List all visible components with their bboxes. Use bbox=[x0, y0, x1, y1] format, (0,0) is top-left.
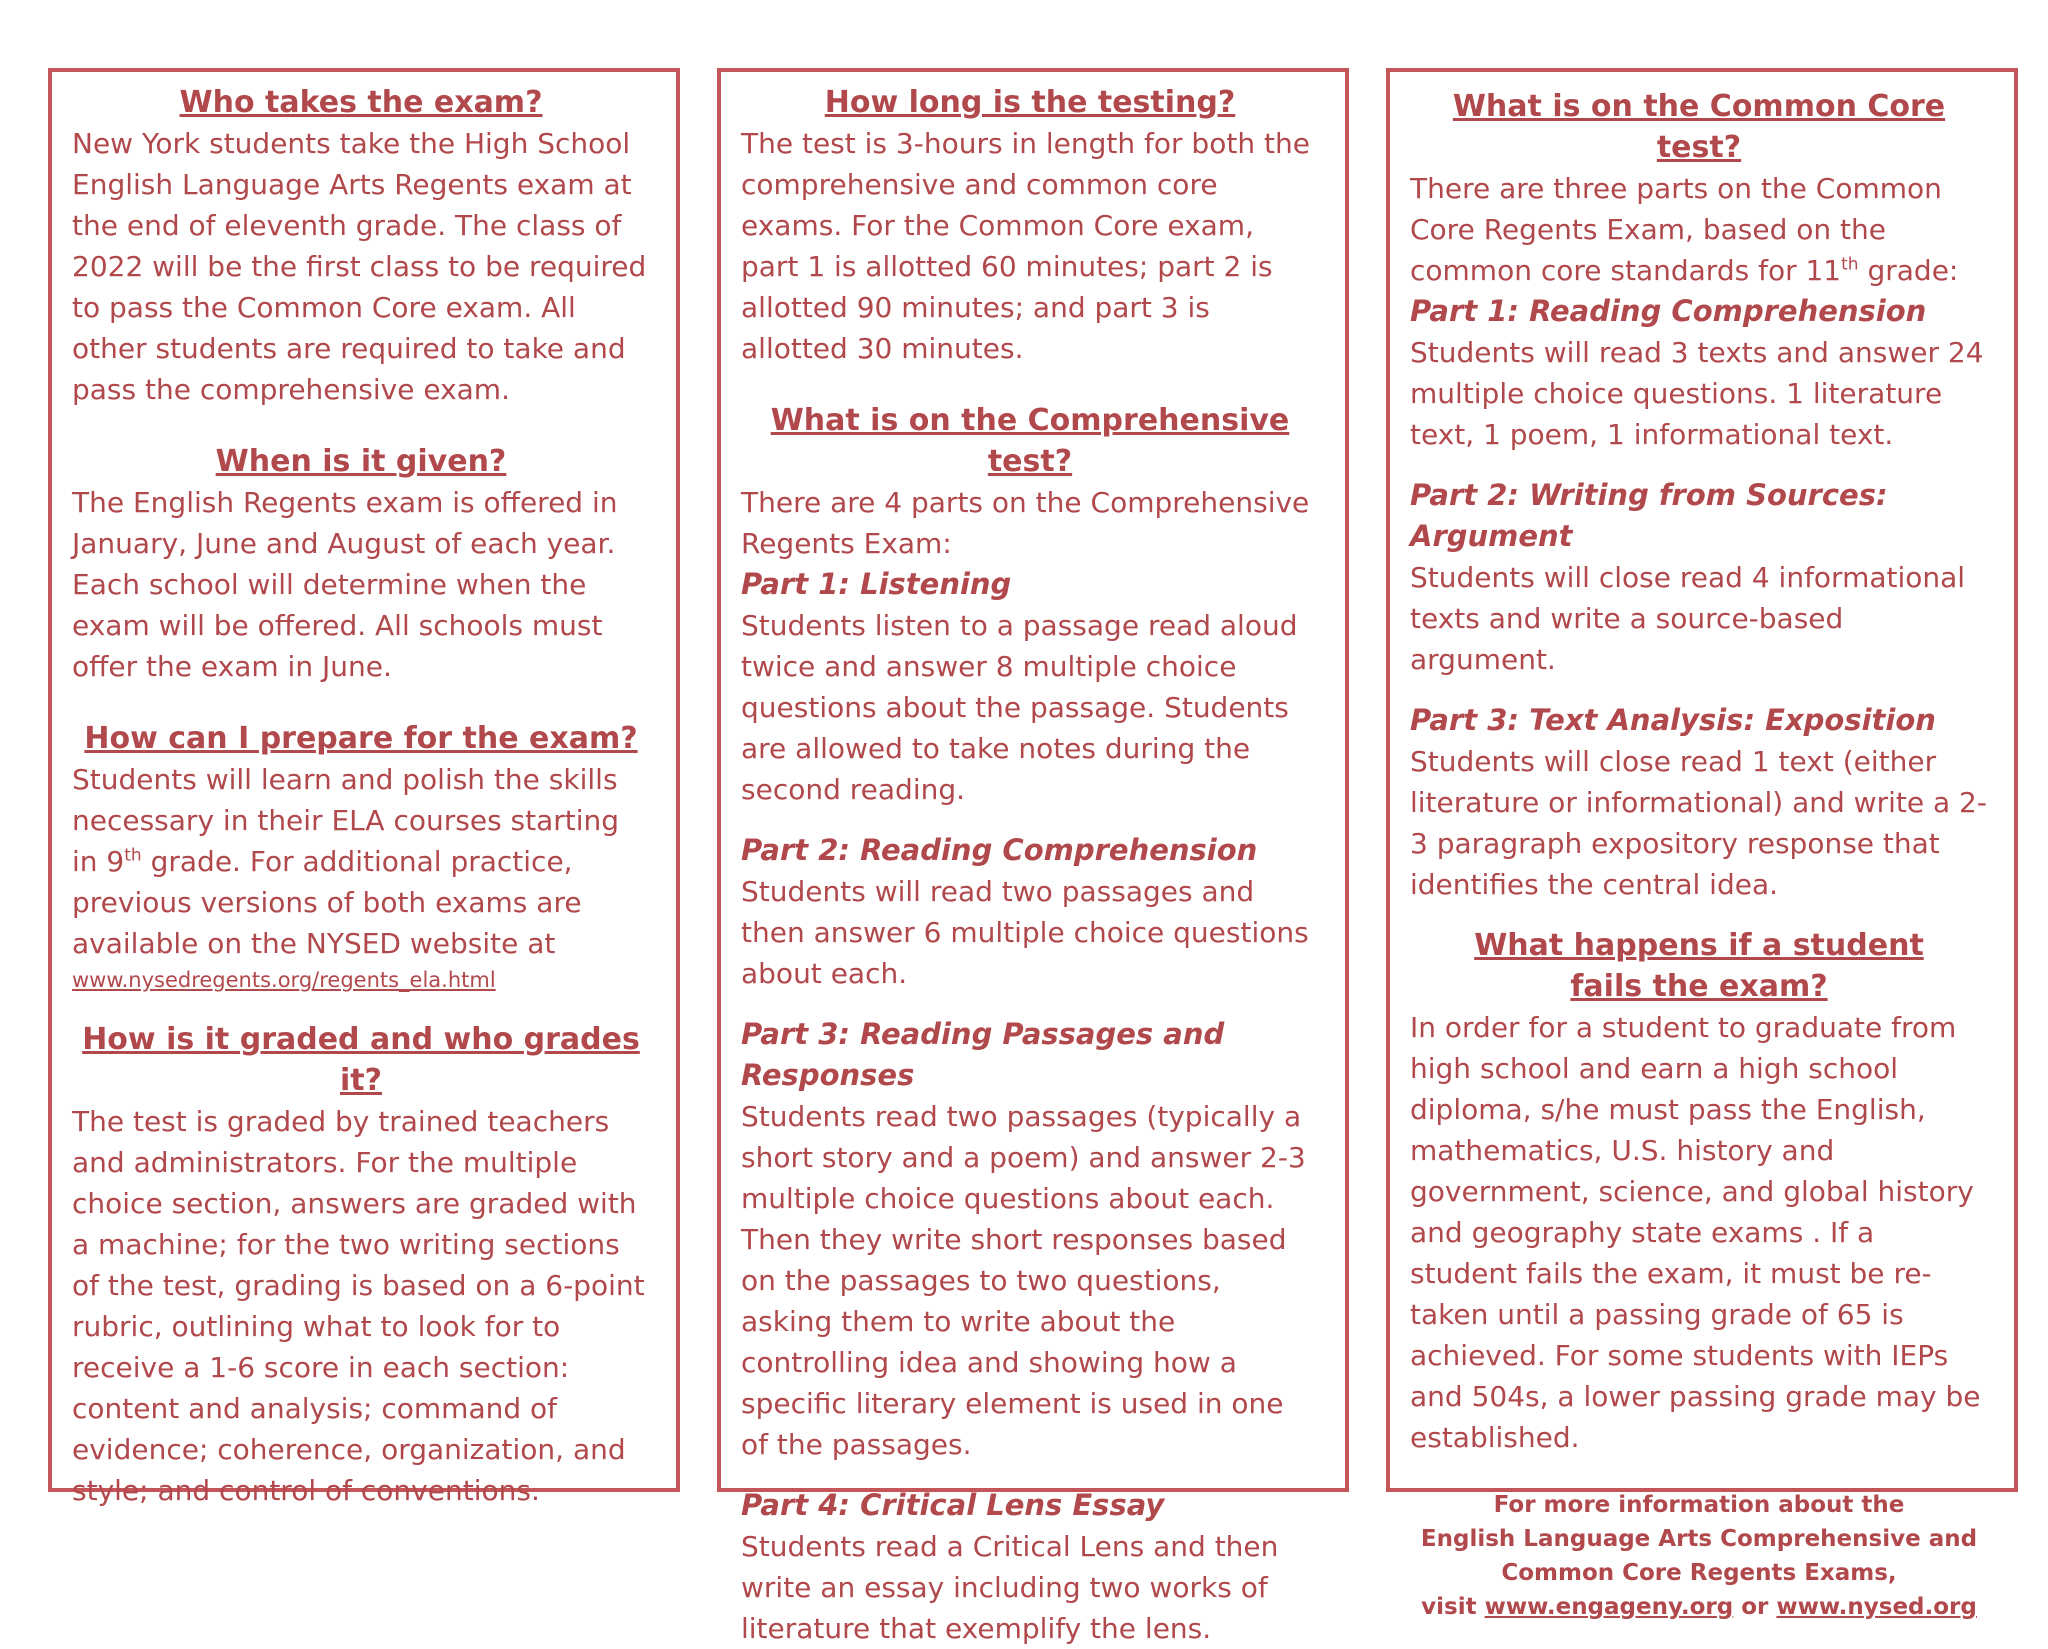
cc-part-1-title: Part 1: Reading Comprehension bbox=[1410, 294, 1927, 328]
comp-part-4-title: Part 4: Critical Lens Essay bbox=[741, 1488, 1165, 1522]
heading-comprehensive-test: What is on the Comprehensive test? bbox=[770, 403, 1290, 479]
heading-how-long: How long is the testing? bbox=[824, 85, 1236, 120]
heading-when-given: When is it given? bbox=[215, 444, 507, 479]
heading-fails-exam: What happens if a student fails the exam? bbox=[1474, 928, 1924, 1004]
text-common-core-intro: There are three parts on the Common Core Regents Exam, based on the common core standards for 11th grade: bbox=[1410, 172, 1959, 287]
comp-part-1-text: Students listen to a passage read aloud twice and answer 8 multiple choice questions about the passage. Students are allowed to take notes during the second reading. bbox=[741, 609, 1298, 806]
text-how-prepare: Students will learn and polish the skills necessary in their ELA courses starting in 9th grade. For additional practice, previous versions of both exams are available on the NYSED website at bbox=[72, 763, 620, 960]
cc-part-3-title: Part 3: Text Analysis: Exposition bbox=[1410, 703, 1936, 737]
comp-part-1-title: Part 1: Listening bbox=[741, 567, 1012, 601]
nysedregents-link[interactable]: www.nysedregents.org/regents_ela.html bbox=[72, 968, 496, 992]
text-when-given: The English Regents exam is offered in January, June and August of each year. Each school will determine when the exam will be offered. All schools must offer the exam in June. bbox=[72, 486, 618, 683]
text-how-graded: The test is graded by trained teachers and administrators. For the multiple choice section, answers are graded with a machine; for the two writing sections of the test, grading is based on a 6-point rubric, outlining what to look for to receive a 1-6 score in each section: content and analysis; command of evidence; coherence, organization, and style; and control of conventions. bbox=[72, 1105, 645, 1507]
comp-part-3-title: Part 3: Reading Passages and Responses bbox=[741, 1017, 1225, 1092]
comp-part-2-text: Students will read two passages and then answer 6 multiple choice questions about each. bbox=[741, 875, 1309, 990]
comp-part-2-title: Part 2: Reading Comprehension bbox=[741, 833, 1258, 867]
column-left bbox=[48, 68, 680, 1507]
text-fails-exam: In order for a student to graduate from high school and earn a high school diploma, s/he must pass the English, mathematics, U.S. history and government, science, and global history and geography state exams . If a student fails the exam, it must be re-taken until a passing grade of 65 is achieved. For some students with IEPs and 504s, a lower passing grade may be established. bbox=[1410, 1011, 1981, 1454]
cc-part-2-title: Part 2: Writing from Sources: Argument bbox=[1410, 478, 1888, 553]
text-how-long: The test is 3-hours in length for both the comprehensive and common core exams. For the Common Core exam, part 1 is allotted 60 minutes; part 2 is allotted 90 minutes; and part 3 is allotted 30 minutes. bbox=[741, 127, 1310, 365]
heading-common-core-test: What is on the Common Core test? bbox=[1452, 89, 1946, 165]
column-middle bbox=[717, 68, 1349, 1645]
text-comprehensive-intro: There are 4 parts on the Comprehensive Regents Exam: bbox=[741, 486, 1310, 560]
text-who-takes: New York students take the High School English Language Arts Regents exam at the end of eleventh grade. The class of 2022 will be the first class to be required to pass the Common Core exam. All other students are required to take and pass the comprehensive exam. bbox=[72, 127, 647, 406]
cc-part-1-text: Students will read 3 texts and answer 24 multiple choice questions. 1 literature text, 1 poem, 1 informational text. bbox=[1410, 336, 1984, 451]
column-right bbox=[1386, 68, 2018, 1620]
heading-who-takes: Who takes the exam? bbox=[179, 85, 543, 120]
more-info-footer: For more information about the English Language Arts Comprehensive and Common Core Regents Exams, visit www.engageny.org or www.nysed.org bbox=[1420, 1492, 1978, 1620]
cc-part-2-text: Students will close read 4 informational texts and write a source-based argument. bbox=[1410, 561, 1966, 676]
nysed-link[interactable]: www.nysed.org bbox=[1776, 1594, 1977, 1620]
heading-how-prepare: How can I prepare for the exam? bbox=[84, 721, 638, 756]
comp-part-4-text: Students read a Critical Lens and then write an essay including two works of literature that exemplify the lens. bbox=[741, 1530, 1279, 1645]
cc-part-3-text: Students will close read 1 text (either literature or informational) and write a 2-3 paragraph expository response that identifies the central idea. bbox=[1410, 745, 1987, 901]
engageny-link[interactable]: www.engageny.org bbox=[1484, 1594, 1734, 1620]
comp-part-3-text: Students read two passages (typically a short story and a poem) and answer 2-3 multiple choice questions about each. Then they write short responses based on the passages to two questions, asking them to write about the controlling idea and showing how a specific literary element is used in one of the passages. bbox=[741, 1100, 1306, 1461]
heading-how-graded: How is it graded and who grades it? bbox=[82, 1022, 640, 1098]
